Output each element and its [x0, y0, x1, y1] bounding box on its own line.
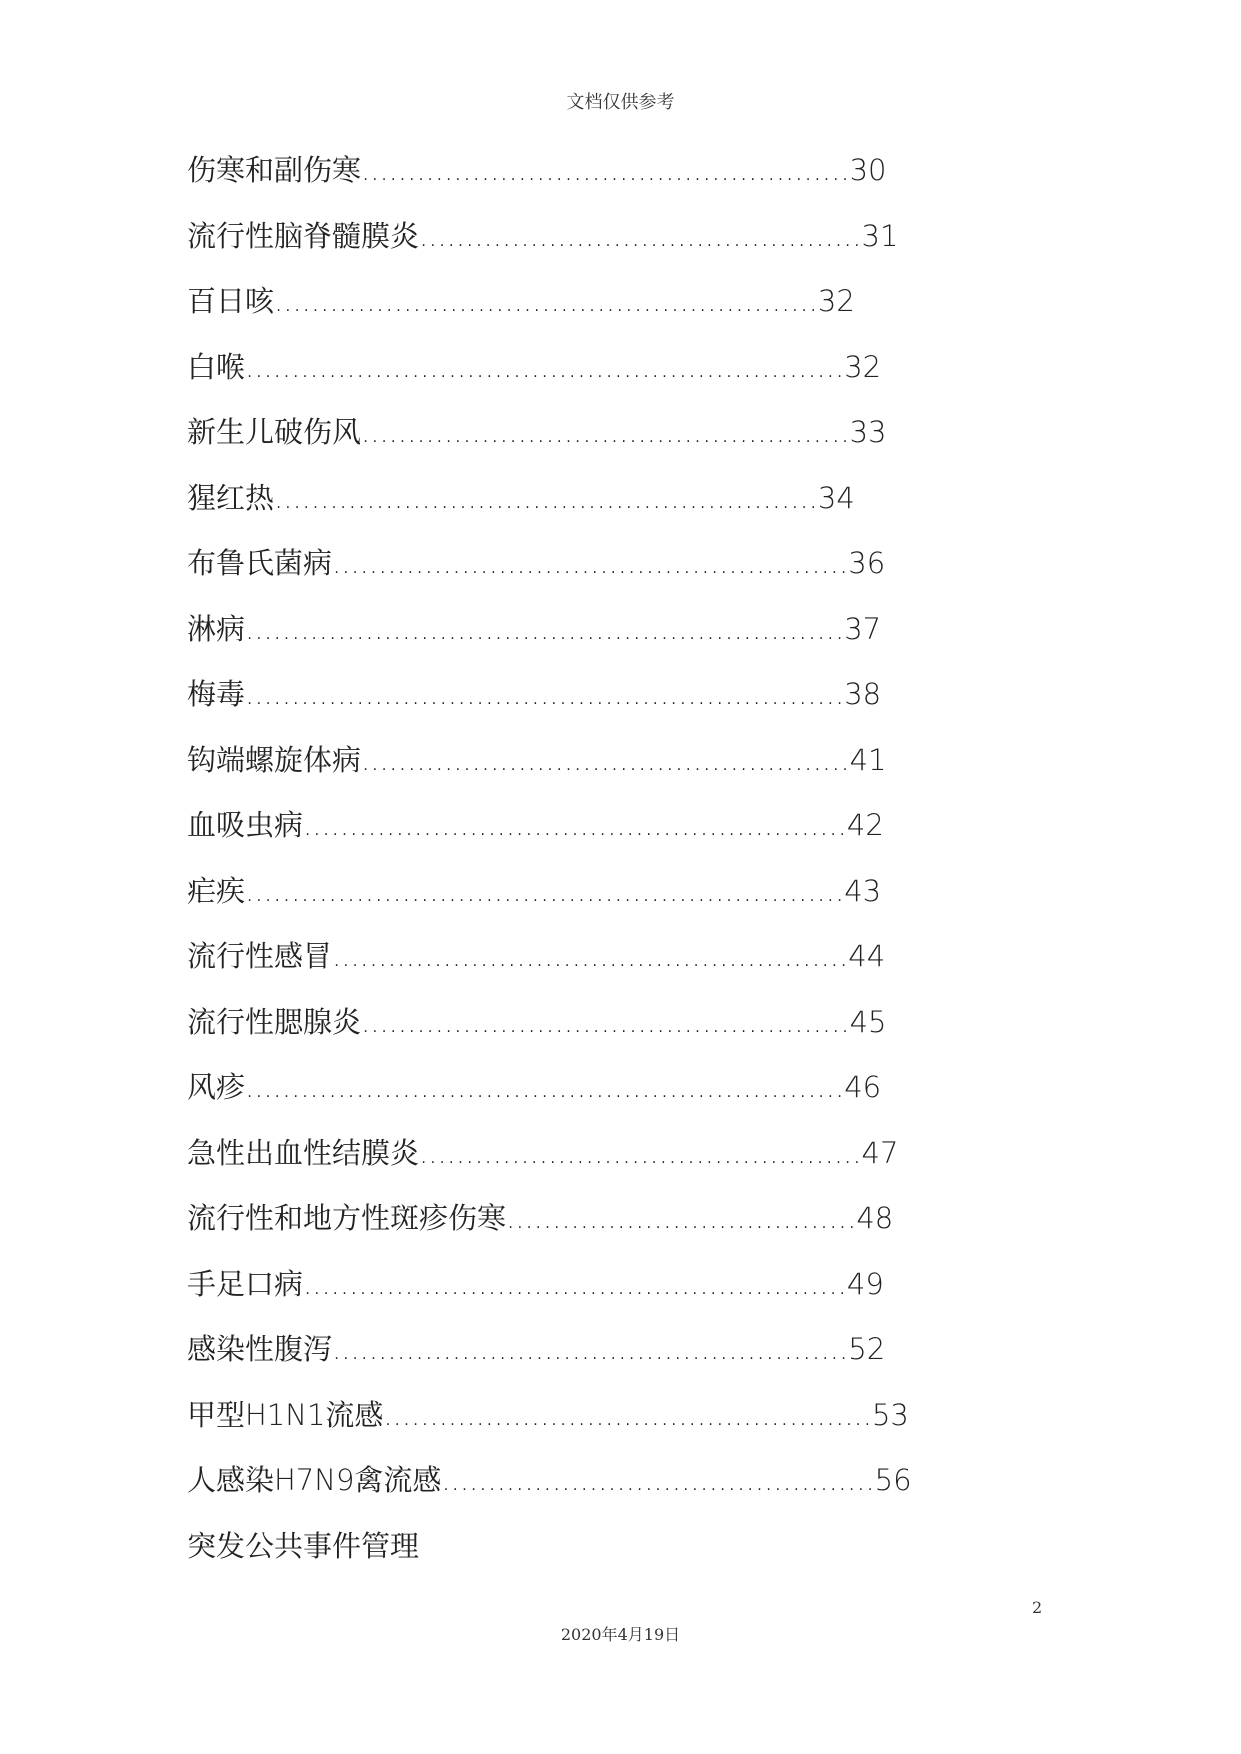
toc-entry-page: 37	[844, 611, 882, 646]
toc-entry-title: 流行性脑脊髓膜炎	[187, 218, 420, 253]
toc-entry-leader: ...........................................................	[303, 1266, 847, 1301]
toc-entry	[187, 1462, 1087, 1528]
toc-entry-page: 30	[849, 153, 887, 187]
toc-entry	[187, 545, 1087, 611]
toc-entry	[187, 1528, 1087, 1594]
toc-entry-leader: .....................................................	[361, 1004, 850, 1039]
toc-entry	[187, 1331, 1087, 1397]
toc-entry-page: 32	[817, 284, 855, 318]
toc-entry-page: 52	[848, 1332, 886, 1366]
toc-entry-title: 流行性腮腺炎	[187, 1004, 362, 1039]
toc-entry-page: 47	[861, 1135, 899, 1170]
toc-entry-title: 急性出血性结膜炎	[187, 1135, 420, 1170]
toc-entry-page: 42	[846, 808, 884, 842]
toc-entry	[187, 1004, 1087, 1070]
toc-entry-leader: .................................................................	[245, 349, 845, 384]
page-footer-date: 2020年4月19日	[560, 1625, 681, 1644]
toc-entry-title: 流行性感冒	[187, 939, 333, 973]
toc-entry-title: 血吸虫病	[187, 808, 304, 842]
toc-entry-title: 梅毒	[187, 677, 246, 711]
toc-entry-leader: .................................................................	[245, 677, 845, 711]
toc-entry-title: 突发公共事件管理	[187, 1528, 420, 1563]
toc-entry-title: 淋病	[187, 611, 246, 646]
toc-entry	[187, 1266, 1087, 1332]
toc-entry	[187, 1069, 1087, 1135]
toc-entry-leader: .....................................................	[361, 153, 850, 187]
toc-entry-title: 手足口病	[187, 1266, 304, 1301]
toc-entry-leader: ...........................................................	[303, 808, 847, 842]
toc-entry	[187, 742, 1087, 808]
toc-entry	[187, 283, 1087, 349]
toc-entry	[187, 611, 1087, 677]
toc-entry-leader: ................................................	[419, 1135, 862, 1170]
toc-entry-page: 33	[849, 415, 887, 449]
toc-entry-page: 56	[874, 1463, 912, 1497]
toc-entry-title: 甲型H1N1流感	[187, 1397, 384, 1432]
toc-entry-title: 感染性腹泻	[187, 1332, 333, 1366]
toc-entry	[187, 1200, 1087, 1266]
toc-entry-page: 32	[844, 349, 882, 384]
toc-entry-leader: ...........................................................	[274, 480, 818, 515]
toc-entry	[187, 480, 1087, 546]
toc-entry-leader: ...........................................................	[274, 284, 818, 318]
toc-entry-leader: .....................................................	[361, 742, 850, 777]
toc-entry-title: 钩端螺旋体病	[187, 742, 362, 777]
toc-entry-page: 45	[849, 1004, 887, 1039]
toc-entry-leader: .....................................................	[383, 1397, 872, 1432]
toc-entry-title: 流行性和地方性斑疹伤寒	[187, 1201, 507, 1235]
toc-entry-page: 31	[861, 218, 899, 253]
toc-entry-leader: .....................................................	[361, 415, 850, 449]
toc-entry-page: 38	[844, 677, 882, 711]
table-of-contents	[187, 152, 1087, 1593]
toc-entry-title: 新生儿破伤风	[187, 415, 362, 449]
toc-entry	[187, 1397, 1087, 1463]
toc-entry	[187, 807, 1087, 873]
page-header: 文档仅供参考	[566, 92, 675, 113]
toc-entry-leader: .................................................................	[245, 611, 845, 646]
toc-entry-page: 41	[849, 742, 887, 777]
toc-entry-leader: ........................................................	[332, 1332, 849, 1366]
toc-entry-title: 百日咳	[187, 284, 275, 318]
toc-entry	[187, 873, 1087, 939]
toc-entry-page: 46	[844, 1070, 882, 1104]
toc-entry	[187, 938, 1087, 1004]
toc-entry-leader: ...............................................	[441, 1463, 875, 1497]
toc-entry-page: 43	[844, 873, 882, 908]
toc-entry-title: 猩红热	[187, 480, 275, 515]
toc-entry	[187, 414, 1087, 480]
toc-entry-page: 49	[846, 1266, 884, 1301]
toc-entry	[187, 349, 1087, 415]
toc-entry-page: 48	[856, 1201, 894, 1235]
toc-entry-leader: ................................................	[419, 218, 862, 253]
toc-entry-page: 44	[848, 939, 886, 973]
toc-entry-page: 36	[848, 546, 886, 580]
toc-entry-leader: .................................................................	[245, 873, 845, 908]
toc-entry	[187, 676, 1087, 742]
toc-entry-leader: .................................................................	[245, 1070, 845, 1104]
toc-entry-title: 疟疾	[187, 873, 246, 908]
toc-entry	[187, 218, 1087, 284]
toc-entry-page: 34	[817, 480, 855, 515]
toc-entry	[187, 152, 1087, 218]
toc-entry	[187, 1135, 1087, 1201]
toc-entry-leader: ........................................................	[332, 939, 849, 973]
toc-entry-title: 风疹	[187, 1070, 246, 1104]
toc-entry-title: 布鲁氏菌病	[187, 546, 333, 580]
toc-entry-leader: ........................................................	[332, 546, 849, 580]
toc-entry-title: 白喉	[187, 349, 246, 384]
toc-entry-page: 53	[871, 1397, 909, 1432]
page-number: 2	[1032, 1598, 1043, 1617]
toc-entry-title: 伤寒和副伤寒	[187, 153, 362, 187]
toc-entry-leader: ......................................	[506, 1201, 857, 1235]
toc-entry-title: 人感染H7N9禽流感	[187, 1463, 442, 1497]
